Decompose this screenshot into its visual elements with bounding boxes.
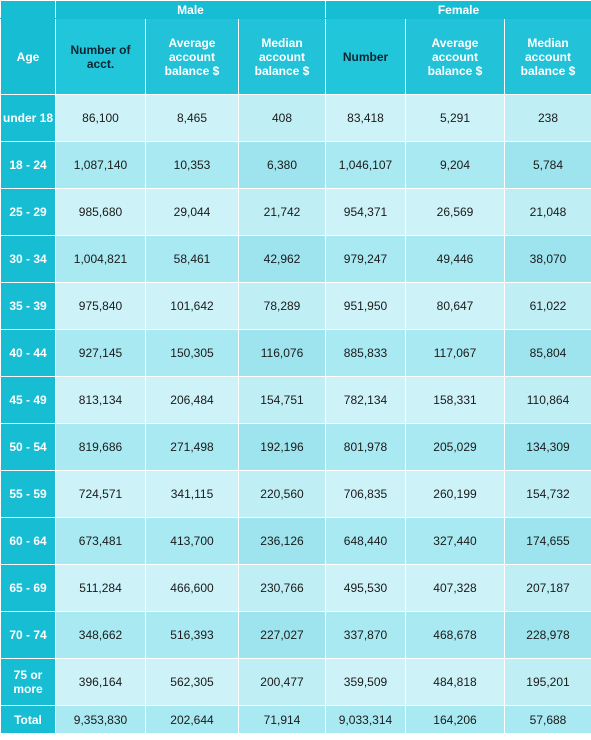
total-male-avg-balance-cell: 202,644: [146, 706, 239, 734]
table-row: [1, 236, 591, 283]
female-number-cell: 83,418: [326, 95, 406, 142]
female-median-balance-cell: 38,070: [505, 236, 591, 283]
total-female-avg-balance-cell: 164,206: [406, 706, 505, 734]
female-avg-balance-cell: 158,331: [406, 377, 505, 424]
male-median-balance-cell: 220,560: [239, 471, 326, 518]
male-median-balance-cell: 154,751: [239, 377, 326, 424]
female-median-balance-cell: 134,309: [505, 424, 591, 471]
female-median-balance-cell: 154,732: [505, 471, 591, 518]
male-avg-balance-header: Average account balance $: [146, 19, 239, 95]
male-num-accounts-cell: 813,134: [56, 377, 146, 424]
female-avg-balance-cell: 260,199: [406, 471, 505, 518]
total-label-cell: Total: [1, 706, 56, 734]
age-cell: 30 - 34: [1, 236, 56, 283]
age-cell: 55 - 59: [1, 471, 56, 518]
male-median-balance-header: Median account balance $: [239, 19, 326, 95]
total-male-num-accounts-cell: 9,353,830: [56, 706, 146, 734]
female-avg-balance-cell: 49,446: [406, 236, 505, 283]
female-number-cell: 801,978: [326, 424, 406, 471]
male-median-balance-cell: 21,742: [239, 189, 326, 236]
female-avg-balance-cell: 205,029: [406, 424, 505, 471]
male-avg-balance-cell: 341,115: [146, 471, 239, 518]
male-num-accounts-cell: 819,686: [56, 424, 146, 471]
female-number-cell: 337,870: [326, 612, 406, 659]
age-cell: 35 - 39: [1, 283, 56, 330]
male-num-accounts-cell: 348,662: [56, 612, 146, 659]
table-row: [1, 189, 591, 236]
male-avg-balance-cell: 58,461: [146, 236, 239, 283]
male-num-accounts-cell: 673,481: [56, 518, 146, 565]
male-median-balance-cell: 227,027: [239, 612, 326, 659]
total-row: [1, 706, 591, 734]
male-avg-balance-cell: 413,700: [146, 518, 239, 565]
total-female-number-cell: 9,033,314: [326, 706, 406, 734]
female-median-balance-cell: 61,022: [505, 283, 591, 330]
male-group-header: Male: [56, 1, 326, 19]
female-number-cell: 954,371: [326, 189, 406, 236]
table-row: [1, 424, 591, 471]
male-median-balance-cell: 116,076: [239, 330, 326, 377]
table-row: [1, 612, 591, 659]
female-avg-balance-cell: 5,291: [406, 95, 505, 142]
total-male-median-balance-cell: 71,914: [239, 706, 326, 734]
female-median-balance-cell: 110,864: [505, 377, 591, 424]
age-cell: under 18: [1, 95, 56, 142]
total-female-median-balance-cell: 57,688: [505, 706, 591, 734]
female-median-balance-cell: 195,201: [505, 659, 591, 706]
table-body: [1, 95, 591, 734]
age-group-spacer: [1, 1, 56, 19]
female-avg-balance-cell: 484,818: [406, 659, 505, 706]
table-row: [1, 565, 591, 612]
male-avg-balance-cell: 516,393: [146, 612, 239, 659]
female-number-cell: 495,530: [326, 565, 406, 612]
female-number-cell: 951,950: [326, 283, 406, 330]
male-median-balance-cell: 200,477: [239, 659, 326, 706]
female-avg-balance-cell: 80,647: [406, 283, 505, 330]
female-avg-balance-cell: 407,328: [406, 565, 505, 612]
male-avg-balance-cell: 150,305: [146, 330, 239, 377]
female-number-cell: 706,835: [326, 471, 406, 518]
male-median-balance-cell: 408: [239, 95, 326, 142]
male-num-accounts-cell: 86,100: [56, 95, 146, 142]
female-group-header: Female: [326, 1, 591, 19]
male-avg-balance-cell: 8,465: [146, 95, 239, 142]
male-num-accounts-cell: 1,004,821: [56, 236, 146, 283]
male-avg-balance-cell: 101,642: [146, 283, 239, 330]
male-num-accounts-cell: 985,680: [56, 189, 146, 236]
female-median-balance-cell: 85,804: [505, 330, 591, 377]
female-median-balance-cell: 174,655: [505, 518, 591, 565]
female-avg-balance-cell: 9,204: [406, 142, 505, 189]
female-avg-balance-cell: 327,440: [406, 518, 505, 565]
female-number-cell: 979,247: [326, 236, 406, 283]
table-row: [1, 659, 591, 706]
female-avg-balance-cell: 26,569: [406, 189, 505, 236]
female-number-cell: 885,833: [326, 330, 406, 377]
male-median-balance-cell: 192,196: [239, 424, 326, 471]
female-median-balance-cell: 238: [505, 95, 591, 142]
female-number-cell: 359,509: [326, 659, 406, 706]
table-row: [1, 377, 591, 424]
male-num-accounts-cell: 975,840: [56, 283, 146, 330]
table-row: [1, 142, 591, 189]
male-median-balance-cell: 6,380: [239, 142, 326, 189]
age-cell: 45 - 49: [1, 377, 56, 424]
female-number-cell: 1,046,107: [326, 142, 406, 189]
male-num-accounts-cell: 724,571: [56, 471, 146, 518]
female-avg-balance-cell: 468,678: [406, 612, 505, 659]
male-median-balance-cell: 42,962: [239, 236, 326, 283]
male-num-accounts-cell: 927,145: [56, 330, 146, 377]
age-cell: 65 - 69: [1, 565, 56, 612]
female-median-balance-cell: 21,048: [505, 189, 591, 236]
age-cell: 18 - 24: [1, 142, 56, 189]
female-median-balance-cell: 5,784: [505, 142, 591, 189]
table-row: [1, 283, 591, 330]
age-cell: 50 - 54: [1, 424, 56, 471]
female-median-balance-cell: 228,978: [505, 612, 591, 659]
age-cell: 60 - 64: [1, 518, 56, 565]
table-row: [1, 330, 591, 377]
male-median-balance-cell: 236,126: [239, 518, 326, 565]
table-row: [1, 95, 591, 142]
male-num-accounts-cell: 511,284: [56, 565, 146, 612]
age-cell: 40 - 44: [1, 330, 56, 377]
male-median-balance-cell: 230,766: [239, 565, 326, 612]
column-header-row: [1, 19, 591, 95]
male-avg-balance-cell: 206,484: [146, 377, 239, 424]
age-cell: 25 - 29: [1, 189, 56, 236]
female-median-balance-cell: 207,187: [505, 565, 591, 612]
female-avg-balance-header: Average account balance $: [406, 19, 505, 95]
group-header-row: [1, 1, 591, 19]
male-num-accounts-cell: 396,164: [56, 659, 146, 706]
male-avg-balance-cell: 466,600: [146, 565, 239, 612]
male-avg-balance-cell: 562,305: [146, 659, 239, 706]
age-cell: 75 or more: [1, 659, 56, 706]
female-number-cell: 648,440: [326, 518, 406, 565]
table-row: [1, 471, 591, 518]
table-row: [1, 518, 591, 565]
age-column-header: Age: [1, 19, 56, 95]
male-avg-balance-cell: 10,353: [146, 142, 239, 189]
female-number-header: Number: [326, 19, 406, 95]
male-avg-balance-cell: 29,044: [146, 189, 239, 236]
female-number-cell: 782,134: [326, 377, 406, 424]
male-avg-balance-cell: 271,498: [146, 424, 239, 471]
female-median-balance-header: Median account balance $: [505, 19, 591, 95]
male-num-accounts-cell: 1,087,140: [56, 142, 146, 189]
female-avg-balance-cell: 117,067: [406, 330, 505, 377]
male-num-accounts-header: Number of acct.: [56, 19, 146, 95]
male-median-balance-cell: 78,289: [239, 283, 326, 330]
age-cell: 70 - 74: [1, 612, 56, 659]
